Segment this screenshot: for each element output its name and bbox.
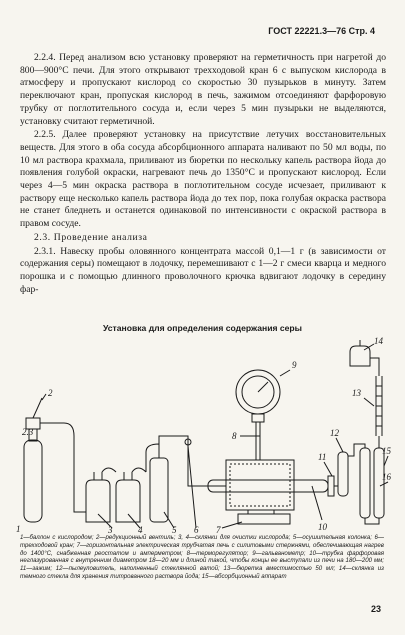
section-heading-2-3: 2.3. Проведение анализа bbox=[34, 231, 148, 243]
label-2: 2 bbox=[48, 388, 53, 398]
reduction-valve bbox=[26, 398, 64, 429]
label-12: 12 bbox=[330, 428, 339, 438]
body-text bbox=[20, 52, 386, 297]
tube-clamp bbox=[328, 476, 334, 496]
figure-title: Установка для определения содержания серы bbox=[102, 323, 303, 333]
label-15: 15 bbox=[382, 446, 391, 456]
dust-trap bbox=[338, 452, 348, 496]
label-10: 10 bbox=[318, 522, 327, 532]
label-7: 7 bbox=[216, 525, 221, 534]
label-13: 13 bbox=[352, 388, 361, 398]
label-9: 9 bbox=[292, 360, 297, 370]
burette bbox=[376, 376, 382, 448]
label-16: 16 bbox=[382, 472, 391, 482]
page-number: 23 bbox=[370, 604, 381, 614]
page-header: ГОСТ 22221.3—76 Стр. 4 bbox=[268, 26, 375, 36]
label-5: 5 bbox=[172, 525, 177, 534]
label-4: 4 bbox=[138, 525, 143, 534]
drying-column bbox=[150, 448, 168, 522]
label-6: 6 bbox=[194, 525, 199, 534]
apparatus-diagram bbox=[12, 336, 392, 534]
paragraph-2-2-4: 2.2.4. Перед анализом всю установку проверяют на герметичность при нагретой до 800—900°С печи. Для этого открывают трехходовой кран 6 с выпуском кислорода в атмосферу и пропускают кислород со скоростью 30 пузырьков в минуту. Затем переключают кран, пропуская кислород в печь, зажимом отсоединяют фарфоровую трубку от поглотительного сосуда и, если через 5 мин пузырьки не выделяются, установку считают герметичной. bbox=[20, 52, 386, 127]
paragraph-2-3-1: 2.3.1. Навеску пробы оловянного концентрата массой 0,1—1 г (в зависимости от содержания серы) помещают в лодочку, перемешивают с 1—2 г смеси кварца и медного порошка и с помощью длинного проволочного крючка вдвигают лодочку в середину фар- bbox=[20, 245, 386, 295]
label-8: 8 bbox=[232, 431, 237, 441]
label-11: 11 bbox=[318, 452, 327, 462]
figure-caption: 1—баллон с кислородом; 2—редукционный вентиль; 3, 4—склянки для очистки кислорода; 5—осушительная колонка; 6—трехходовой кран; 7—горизонтальная электрическая трубчатая печь с силитовыми стержнями, обеспечивающая нагрев до 1400°С, снабженная реостатом и амперметром; 8—терморегулятор; 9—гальванометр; 10—трубка фарфоровая неглазурованная с внутренним диаметром 18—20 мм и длиной такой, чтобы концы ее выступали из печи на 180—200 мм; 11—зажим; 12—пылеуловитель, наполненный стеклянной ватой; 13—бюретка вместимостью 50 мл; 14—склянка из темного стекла для хранения титрованного раствора йода; 15—абсорбционный аппарат bbox=[20, 534, 384, 580]
oxygen-cylinder bbox=[24, 429, 42, 522]
galvanometer bbox=[236, 370, 280, 422]
paragraph-2-2-5: 2.2.5. Далее проверяют установку на присутствие летучих восстановительных веществ. Для этого в оба сосуда абсорбционного аппарата наливают по 50 мл воды, по 10 мл раствора крахмала, приливают из бюретки по нескольку капель раствора йода до появления голубой окраски, нагревают печь до 1350°С и пропускают кислород. Если через 4—5 мин окраска раствора в поглотительном сосуде исчезает, приливают к раствору еще несколько капель раствора йода до тех пор, пока голубая окраска раствора не станет бледнеть и останется одинаковой по интенсивности с окраской раствора в правом сосуде. bbox=[20, 129, 386, 230]
label-14: 14 bbox=[374, 336, 383, 346]
label-3-3: 2.3 bbox=[22, 427, 34, 437]
label-3: 3 bbox=[108, 525, 113, 534]
label-1: 1 bbox=[16, 524, 21, 534]
